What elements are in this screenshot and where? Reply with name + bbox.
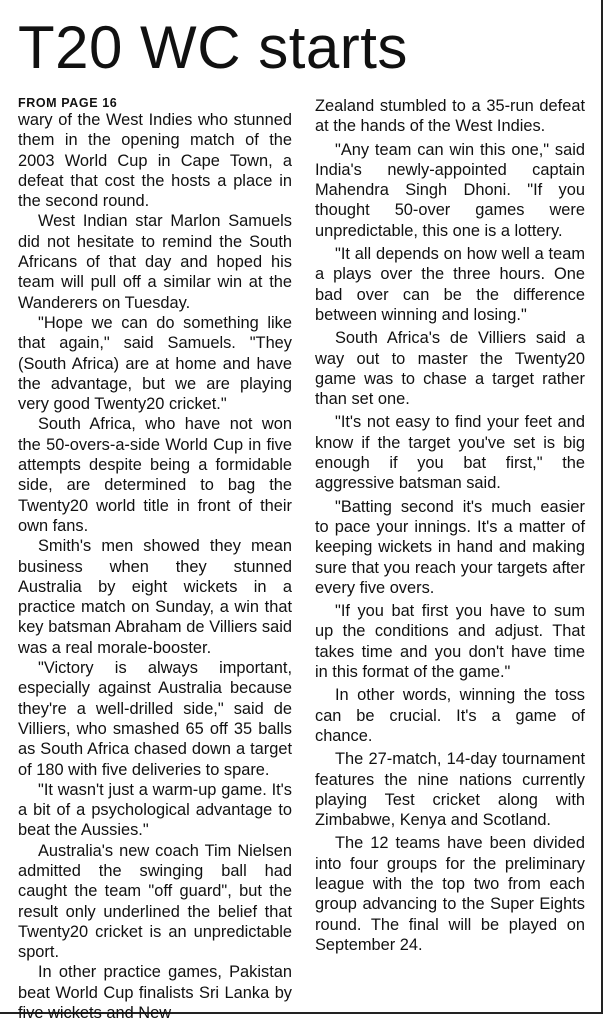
paragraph: The 27-match, 14-day tournament features the nine nations currently playing Test cricket along with Zimbabwe, Kenya and Scotland. bbox=[315, 750, 585, 830]
paragraph: West Indian star Marlon Samuels did not hesitate to remind the South Africans of that day and hoped his team will pull off a similar win at the Wanderers on Tuesday. bbox=[18, 212, 292, 312]
paragraph: "It's not easy to find your feet and know if the target you've set is big enough if you bat first," the aggressive batsman said. bbox=[315, 413, 585, 493]
paragraph: In other words, winning the toss can be crucial. It's a game of chance. bbox=[315, 686, 585, 745]
continued-from-label: FROM PAGE 16 bbox=[18, 96, 118, 110]
paragraph: "It wasn't just a warm-up game. It's a bit of a psychological advantage to beat the Aussies." bbox=[18, 780, 292, 840]
paragraph: The 12 teams have been divided into four groups for the preliminary league with the top two from each group advancing to the Super Eights round. The final will be played on September 24. bbox=[315, 834, 585, 954]
paragraph: "If you bat first you have to sum up the conditions and adjust. That takes time and you don't have time in this format of the game." bbox=[315, 602, 585, 682]
paragraph: "It all depends on how well a team a plays over the three hours. One bad over can be the difference between winning and losing." bbox=[315, 245, 585, 324]
headline: T20 WC starts bbox=[18, 14, 408, 81]
paragraph: South Africa's de Villiers said a way out to master the Twenty20 game was to chase a target rather than set one. bbox=[315, 329, 585, 409]
article-column-right bbox=[315, 96, 585, 955]
paragraph: "Batting second it's much easier to pace your innings. It's a matter of keeping wickets in hand and making sure that you reach your targets after every five overs. bbox=[315, 497, 585, 597]
article-column-left bbox=[18, 96, 292, 1023]
paragraph: Smith's men showed they mean business when they stunned Australia by eight wickets in a practice match on Sunday, a win that key batsman Abraham de Villiers said was a real morale-booster. bbox=[18, 537, 292, 657]
paragraph: In other practice games, Pakistan beat World Cup finalists Sri Lanka by five wickets and New bbox=[18, 963, 292, 1023]
paragraph: South Africa, who have not won the 50-overs-a-side World Cup in five attempts despite being a formidable side, are determined to bag the Twenty20 world title in front of their own fans. bbox=[18, 415, 292, 535]
paragraph: "Hope we can do something like that again," said Samuels. "They (South Africa) are at home and have the advantage, but we are playing very good Twenty20 cricket." bbox=[18, 313, 292, 414]
paragraph: wary of the West Indies who stunned them in the opening match of the 2003 World Cup in Cape Town, a defeat that cost the hosts a place in the second round. bbox=[18, 111, 292, 211]
paragraph: "Victory is always important, especially against Australia because they're a well-drilled side," said de Villiers, who smashed 65 off 35 balls as South Africa chased down a target of 180 with five deliveries to spare. bbox=[18, 659, 292, 779]
paragraph: "Any team can win this one," said India's newly-appointed captain Mahendra Singh Dhoni. "If you thought 50-over games were unpredictable, this one is a lottery. bbox=[315, 140, 585, 240]
paragraph: Australia's new coach Tim Nielsen admitted the swinging ball had caught the team "off guard", but the result only underlined the belief that Twenty20 cricket is an unpredictable sport. bbox=[18, 841, 292, 962]
paragraph: Zealand stumbled to a 35-run defeat at the hands of the West Indies. bbox=[315, 97, 585, 136]
